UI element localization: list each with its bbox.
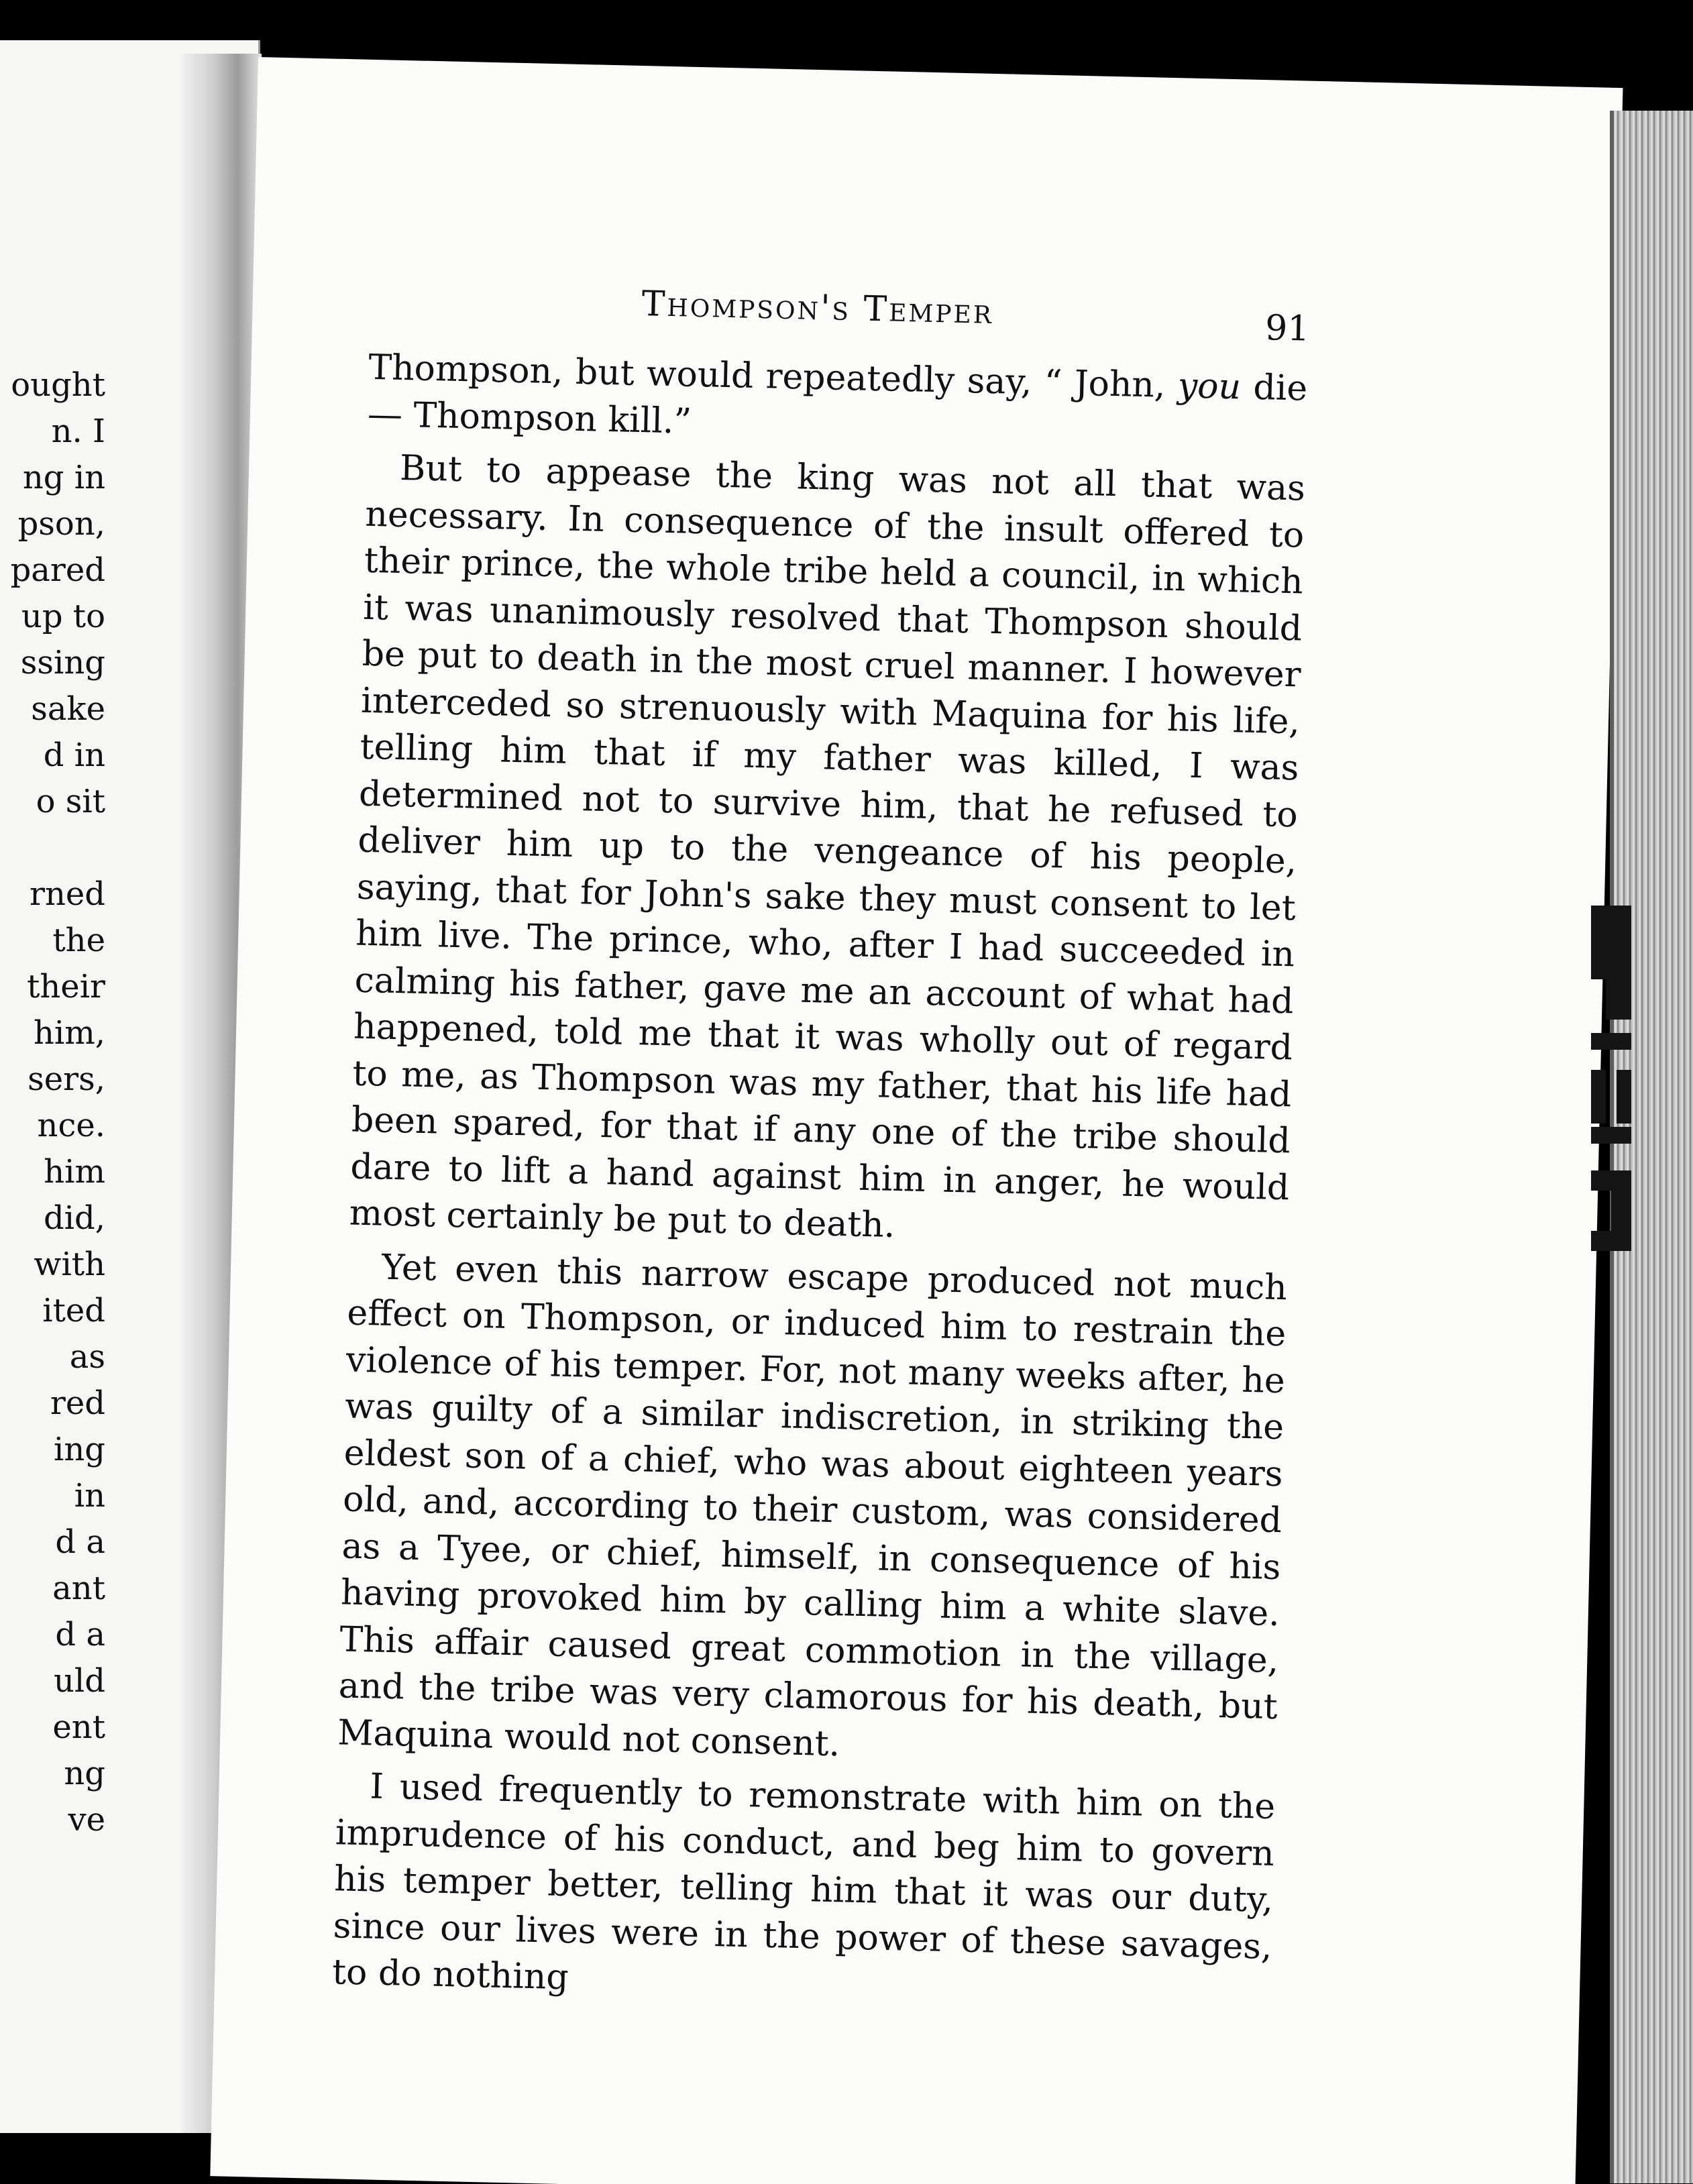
- left-line: d a: [55, 1616, 105, 1653]
- left-line: ing: [54, 1431, 105, 1468]
- left-line: the: [52, 922, 105, 959]
- left-line: sers,: [28, 1060, 105, 1098]
- left-line: in: [74, 1477, 105, 1515]
- left-line: ent: [52, 1708, 105, 1746]
- left-line: d a: [55, 1523, 105, 1561]
- paragraph-continued: [367, 345, 1308, 459]
- running-head: Thompson's Temper: [641, 284, 994, 332]
- left-line: red: [50, 1384, 105, 1422]
- right-main-page: [210, 57, 1623, 2184]
- left-line: him,: [33, 1014, 105, 1052]
- page-number: 91: [1264, 308, 1311, 349]
- left-line: ng: [64, 1755, 105, 1792]
- paragraph: Yet even this narrow escape produced not much effect on Thompson, or induced him to restrain the violence of his temper. For, not many weeks after, he was guilty of a similar indiscretion, in striking the eldest son of a chief, who was about eighteen years old, and, according to their custom, was considered as a Tyee, or chief, himself, in consequence of his having provoked him by calling him a white slave. This affair caused great commotion in the village, and the tribe was very clamorous for his death, but Maquina would not consent.: [337, 1247, 1288, 1764]
- left-line: ssing: [20, 644, 105, 681]
- paragraph: But to appease the king was not all that was necessary. In consequence of the insult offered to their prince, the whole tribe held a council, in which it was unanimously resolved that Thompson should be put to death in the most cruel manner. I however interceded so strenuously with Maquina for his life, telling him that if my father was killed, I was determined not to survive him, that he refused to deliver him up to the vengeance of his people, saying, that for John's sake they must consent to let him live. The prince, who, after I had succeeded in calming his father, gave me an account of what had happened, told me that it was wholly out of regard to me, as Thompson was my father, that his life had been spared, for that if any one of the tribe should dare to lift a hand against him in anger, he would most certainly be put to death.: [349, 447, 1306, 1246]
- emphasis-text: you: [1177, 366, 1242, 408]
- left-line-blank: [0, 825, 105, 871]
- left-line: as: [69, 1338, 105, 1376]
- page-body-text: [331, 345, 1308, 2018]
- left-line: up to: [21, 598, 105, 635]
- left-line: o sit: [36, 783, 105, 820]
- left-line: n. I: [51, 413, 105, 450]
- left-line: with: [34, 1246, 105, 1283]
- left-line: ant: [52, 1570, 105, 1607]
- fore-edge-ink-marks: [1591, 906, 1651, 1254]
- left-line: did,: [43, 1199, 105, 1237]
- paragraph-text: Thompson, but would repeatedly say, “ John,: [368, 347, 1179, 406]
- left-line: d in: [43, 736, 105, 774]
- paragraph-text: die— Thompson kill.”: [367, 367, 1308, 442]
- left-page-text-fragments: [0, 362, 105, 1843]
- left-line: uld: [54, 1662, 105, 1700]
- paragraph: I used frequently to remonstrate with him on the imprudence of his conduct, and beg him to govern his temper better, telling him that it was our duty, since our lives were in the power of these savages, to do nothing: [331, 1766, 1276, 1998]
- left-line: pson,: [17, 505, 105, 543]
- left-line: sake: [31, 690, 105, 728]
- left-line: ought: [11, 366, 105, 404]
- left-line: nce.: [37, 1107, 105, 1144]
- left-line: ited: [42, 1292, 105, 1329]
- left-line: pared: [10, 551, 105, 589]
- left-line: rned: [30, 875, 105, 913]
- left-line: their: [27, 968, 105, 1005]
- left-line: him: [44, 1153, 105, 1191]
- left-line: ng in: [22, 459, 105, 496]
- left-line: ve: [68, 1801, 105, 1839]
